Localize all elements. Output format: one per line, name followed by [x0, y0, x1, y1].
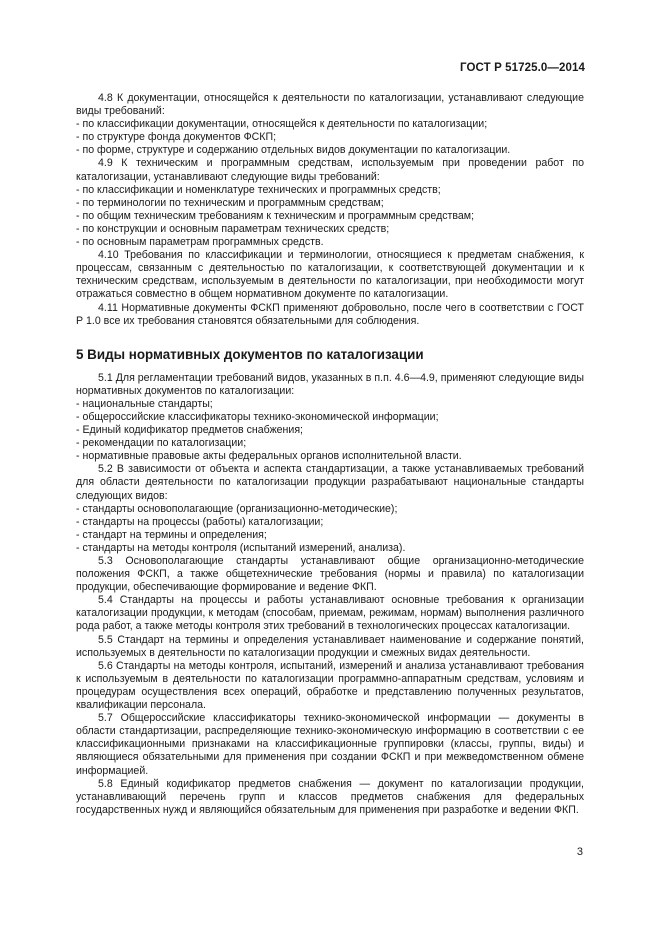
paragraph: 5.6 Стандарты на методы контроля, испытаний, измерений и анализа устанавливают требования к используемым в деятельности по каталогизации программно-аппаратным средствам, условиям и процедурам осуществления всех операций, обработке и представлению полученных результатов, квалификации персонала. [76, 659, 584, 712]
list-item: - по терминологии по техническим и программным средствам; [76, 196, 384, 209]
list-item: - национальные стандарты; [76, 397, 213, 410]
paragraph: 5.1 Для регламентации требований видов, указанных в п.п. 4.6—4.9, применяют следующие виды нормативных документов по каталогизации: [76, 371, 584, 397]
list-item: - по форме, структуре и содержанию отдельных видов документации по каталогизации. [76, 144, 511, 157]
paragraph: 5.3 Основополагающие стандарты устанавливают общие организационно-методические положения ФСКП, а также общетехнические требования (нормы и правила) по каталогизации продукции, обеспечивающие формирование и ведение ФКП. [76, 555, 584, 594]
paragraph: 4.11 Нормативные документы ФСКП применяют добровольно, после чего в соответствии с ГОСТ Р 1.0 все их требования становятся обязательными для соблюдения. [76, 301, 584, 327]
list-item: - по структуре фонда документов ФСКП; [76, 131, 277, 144]
section-heading: 5 Виды нормативных документов по каталогизации [76, 346, 424, 362]
list-item: - по основным параметрам программных средств. [76, 236, 324, 249]
paragraph: 5.2 В зависимости от объекта и аспекта стандартизации, а также устанавливаемых требований для области деятельности по каталогизации продукции разрабатывают национальные стандарты следующих видов: [76, 463, 584, 502]
list-item: - стандарты на методы контроля (испытаний измерений, анализа). [76, 541, 406, 554]
list-item: - стандарт на термины и определения; [76, 528, 267, 541]
list-item: - нормативные правовые акты федеральных органов исполнительной власти. [76, 450, 462, 463]
paragraph: 5.5 Стандарт на термины и определения устанавливает наименование и содержание понятий, используемых в деятельности по каталогизации продукции и смежных видах деятельности. [76, 633, 584, 659]
list-item: - по конструкции и основным параметрам технических средств; [76, 222, 390, 235]
standard-code: ГОСТ Р 51725.0—2014 [460, 62, 585, 74]
paragraph: 4.9 К техническим и программным средствам, используемым при проведении работ по каталогизации, устанавливают следующие виды требований: [76, 157, 584, 183]
document-body [76, 92, 584, 817]
list-item: - по общим техническим требованиям к техническим и программным средствам; [76, 209, 475, 222]
paragraph: 4.8 К документации, относящейся к деятельности по каталогизации, устанавливают следующие виды требований: [76, 92, 584, 118]
list-item: - Единый кодификатор предметов снабжения; [76, 424, 303, 437]
list-item: - стандарты основополагающие (организационно-методические); [76, 502, 398, 515]
list-item: - рекомендации по каталогизации; [76, 437, 247, 450]
paragraph: 5.8 Единый кодификатор предметов снабжения — документ по каталогизации продукции, устанавливающий перечень групп и классов предметов снабжения для федеральных государственных нужд и являющийся обязательным для применения при разработке и ведении ФКП. [76, 777, 584, 816]
paragraph: 5.4 Стандарты на процессы и работы устанавливают основные требования к организации каталогизации продукции, к методам (способам, приемам, режимам, нормам) выполнения различного рода работ, а также методы контроля этих требований в технологических процессах каталогизации. [76, 594, 584, 633]
list-item: - стандарты на процессы (работы) каталогизации; [76, 515, 324, 528]
list-item: - общероссийские классификаторы технико-экономической информации; [76, 410, 439, 423]
list-item: - по классификации и номенклатуре технических и программных средств; [76, 183, 441, 196]
paragraph: 4.10 Требования по классификации и терминологии, относящиеся к предметам снабжения, к процессам, связанным с деятельностью по каталогизации, к соответствующей документации и к техническим средствам, используемым в деятельности по каталогизации, при необходимости могут отражаться совместно в общем нормативном документе по каталогизации. [76, 249, 584, 301]
paragraph: 5.7 Общероссийские классификаторы технико-экономической информации — документы в области стандартизации, распределяющие технико-экономическую информацию в соответствии с ее классификационными признаками на классификационные группировки (классы, группы, виды) и являющиеся обязательными для применения при создании ФСКП и при межведомственном обмене информацией. [76, 712, 584, 777]
list-item: - по классификации документации, относящейся к деятельности по каталогизации; [76, 118, 488, 131]
page-number: 3 [576, 846, 583, 858]
